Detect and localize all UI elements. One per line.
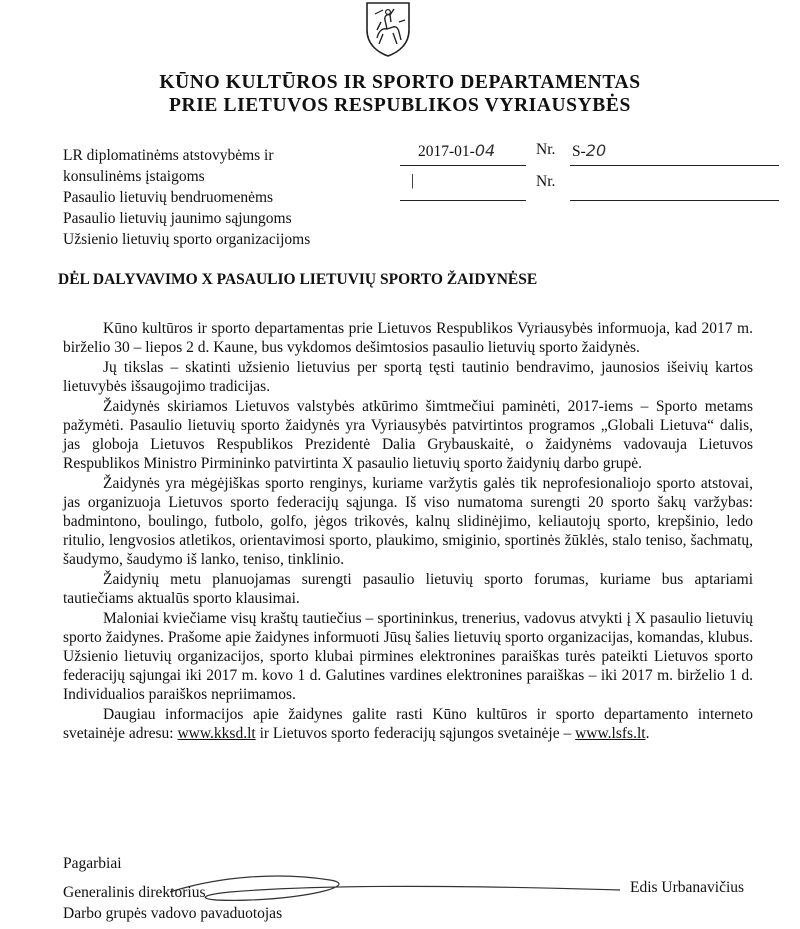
reply-number-label: Nr.: [536, 173, 556, 190]
body-paragraph: Žaidynės skiriamos Lietuvos valstybės atkūrimo šimtmečiui paminėti, 2017-iems – Sporto metams pažymėti. Pasaulio lietuvių sporto žaidynės yra Vyriausybės patvirtintos programos „Globali Lietuva“ dalis, jas globoja Lietuvos Respublikos Prezidentė Dalia Grybauskaitė, o žaidynėms vadovauja Lietuvos Respublikos Ministro Pirmininko patvirtinta X pasaulio lietuvių sporto žaidynių darbo grupė.: [63, 398, 753, 472]
reply-date-mark: |: [411, 172, 415, 189]
document-number: [572, 141, 606, 161]
kksd-link[interactable]: www.kksd.lt: [177, 725, 256, 742]
coat-of-arms-icon: [363, 0, 413, 58]
recipient-item: LR diplomatinėms atstovybėms ir: [63, 147, 274, 164]
recipient-item: Pasaulio lietuvių bendruomenėms: [63, 189, 274, 206]
paragraph-text: Daugiau informacijos apie žaidynes galite rasti Kūno kultūros ir sporto departamento interneto svetainėje adresu:: [63, 706, 753, 742]
document-date: [418, 141, 495, 161]
reply-date-underline: [400, 200, 526, 201]
signer-title-2: Darbo grupės vadovo pavaduotojas: [63, 905, 283, 922]
body-paragraph: Kūno kultūros ir sporto departamentas prie Lietuvos Respublikos Vyriausybės informuoja, kad 2017 m. birželio 30 – liepos 2 d. Kaune, bus vykdomos dešimtosios pasaulio lietuvių sporto žaidynės.: [63, 320, 753, 356]
date-handwritten: 04: [474, 141, 496, 160]
paragraph-text: .: [645, 725, 650, 742]
number-underline: [570, 165, 779, 166]
closing-greeting: Pagarbiai: [63, 855, 122, 872]
letter-subject: DĖL DALYVAVIMO X PASAULIO LIETUVIŲ SPORTO ŽAIDYNĖSE: [58, 271, 538, 288]
body-paragraph: Žaidynių metu planuojamas surengti pasaulio lietuvių sporto forumas, kuriame bus aptariami tautiečiams aktualūs sporto klausimai.: [63, 571, 753, 607]
date-printed: 2017-01-: [418, 143, 475, 160]
number-label: Nr.: [536, 141, 556, 158]
body-paragraph: Jų tikslas – skatinti užsienio lietuvius per sportą tęsti tautinio bendravimo, jaunosios išeivių kartos lietuvybės išsaugojimo tradicijas.: [63, 359, 753, 395]
organization-name-line2: PRIE LIETUVOS RESPUBLIKOS VYRIAUSYBĖS: [169, 95, 631, 116]
body-paragraph: Maloniai kviečiame visų kraštų tautiečius – sportininkus, trenerius, vadovus atvykti į X pasaulio lietuvių sporto žaidynes. Prašome apie žaidynes informuoti Jūsų šalies lietuvių sporto organizacijas, komandas, klubus. Užsienio lietuvių organizacijos, sporto klubai pirmines elektronines paraiškas turės pateikti Lietuvos sporto federacijų sąjungai iki 2017 m. kovo 1 d. Galutines vardines elektronines paraiškas – iki 2017 m. birželio 1 d. Individualios paraiškos nepriimamos.: [63, 610, 753, 703]
signer-name: Edis Urbanavičius: [630, 879, 745, 896]
recipient-item: Užsienio lietuvių sporto organizacijoms: [63, 231, 311, 248]
recipient-item: Pasaulio lietuvių jaunimo sąjungoms: [63, 210, 292, 227]
number-printed: S-: [572, 143, 586, 160]
number-handwritten: 20: [585, 141, 607, 160]
recipient-item: konsulinėms įstaigoms: [63, 168, 205, 185]
signature-icon: [160, 870, 630, 910]
organization-name-line1: KŪNO KULTŪROS IR SPORTO DEPARTAMENTAS: [159, 72, 641, 93]
date-underline: [400, 165, 526, 166]
letter-body: [63, 319, 753, 744]
signer-title-1: Generalinis direktorius: [63, 884, 206, 901]
body-paragraph: [63, 705, 753, 743]
recipients-list: [63, 145, 310, 250]
reply-number-underline: [570, 200, 779, 201]
body-paragraph: Žaidynės yra mėgėjiškas sporto renginys, kuriame varžytis galės tik neprofesionaliojo sporto atstovai, jas organizuoja Lietuvos sporto federacijų sąjunga. Iš viso numatoma surengti 20 sporto šakų varžybas: badmintono, boulingo, futbolo, golfo, jėgos trikovės, kalnų slidinėjimo, keliautojų sporto, krepšinio, ledo ritulio, lengvosios atletikos, orientavimosi sporto, plaukimo, smiginio, sportinės žūklės, stalo teniso, šachmatų, šaudymo, šaudymo iš lanko, teniso, tinklinio.: [63, 475, 753, 568]
paragraph-text: ir Lietuvos sporto federacijų sąjungos svetainėje –: [255, 725, 576, 742]
lsfs-link[interactable]: www.lsfs.lt: [575, 725, 646, 742]
